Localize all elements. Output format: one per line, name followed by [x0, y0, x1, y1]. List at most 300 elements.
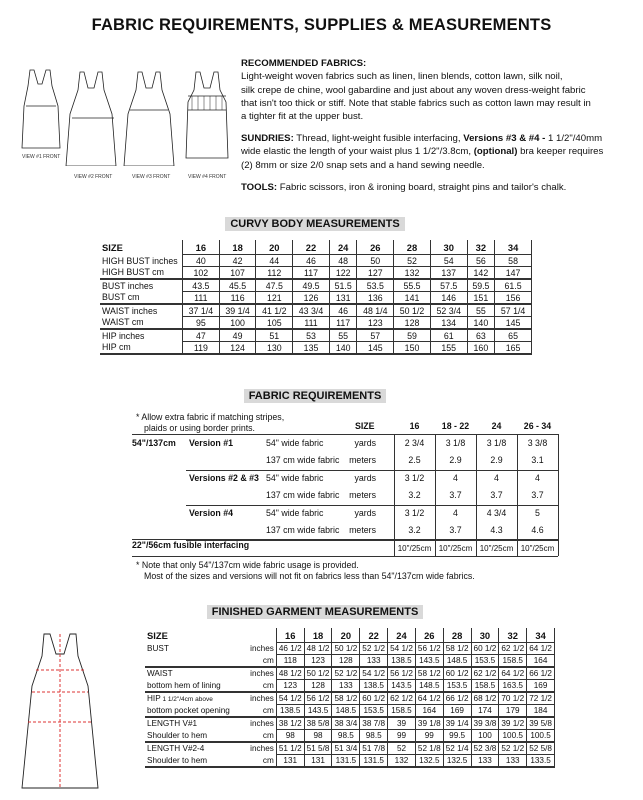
- size-header: 16: [409, 421, 420, 431]
- sundries-text: (2) 8mm or size 2/0 snap sets and a hand sewing needle.: [241, 159, 485, 171]
- table-cell: 3.2: [408, 490, 421, 500]
- row-label: LENGTH V#1: [147, 719, 198, 729]
- table-cell: 59.5: [467, 279, 495, 292]
- table-cell: 151: [467, 292, 495, 305]
- table-row: [100, 255, 532, 267]
- table-cell: 131: [329, 292, 357, 305]
- table-cell: 131.5: [332, 755, 360, 768]
- table-cell: 51 3/4: [332, 742, 360, 755]
- table-row: [145, 655, 555, 668]
- table-cell: 148.5: [415, 680, 443, 693]
- table-cell: 100: [471, 730, 499, 743]
- table-cell: 48 1/2: [276, 667, 304, 680]
- unit-label: meters: [349, 525, 376, 535]
- fabric-type: 137 cm wide fabric: [266, 525, 340, 535]
- recommended-heading: RECOMMENDED FABRICS:: [241, 58, 367, 69]
- sundries-text: bra keeper requires: [520, 146, 604, 158]
- table-cell: 160: [467, 342, 495, 355]
- table-cell: 51 1/2: [276, 742, 304, 755]
- table-cell: 56 1/2: [415, 643, 443, 655]
- fabric-type: 54" wide fabric: [266, 473, 324, 483]
- table-cell: 4: [535, 473, 540, 483]
- table-cell: 123: [357, 317, 394, 330]
- table-row: [100, 304, 532, 317]
- divider: [132, 539, 558, 540]
- table-row: [145, 667, 555, 680]
- divider: [132, 556, 558, 557]
- recommended-line: a tighter fit at the upper bust.: [241, 111, 364, 123]
- fabric-note-bottom: * Note that only 54"/137cm wide fabric usage is provided. Most of the sizes and versions will not fit on fabrics less than 54"/137cm wide fabrics.: [136, 560, 475, 581]
- table-cell: 5: [535, 508, 540, 518]
- table-cell: 52 1/2: [360, 643, 388, 655]
- size-label: SIZE: [355, 421, 375, 431]
- sundries-block: [241, 132, 633, 172]
- table-cell: 116: [219, 292, 256, 305]
- table-cell: 50 1/2: [332, 643, 360, 655]
- table-cell: 38 5/8: [304, 717, 332, 730]
- unit-label: cm: [232, 680, 277, 693]
- size-header: 22: [360, 628, 388, 643]
- unit-label: cm: [232, 730, 277, 743]
- table-cell: 51 5/8: [304, 742, 332, 755]
- table-cell: 58 1/2: [415, 667, 443, 680]
- size-header: 34: [495, 240, 532, 255]
- table-cell: 39 1/2: [499, 717, 527, 730]
- table-cell: 39: [388, 717, 416, 730]
- divider: [132, 434, 558, 435]
- table-cell: 10"/25cm: [438, 544, 473, 553]
- table-cell: 60 1/2: [360, 692, 388, 705]
- row-label: LENGTH V#2-4: [147, 744, 205, 754]
- table-cell: 138.5: [360, 680, 388, 693]
- fabric-type: 54" wide fabric: [266, 438, 324, 448]
- table-cell: 131.5: [360, 755, 388, 768]
- table-cell: 43 3/4: [293, 304, 330, 317]
- table-cell: 164: [415, 705, 443, 718]
- table-cell: 39 1/4: [443, 717, 471, 730]
- row-label: bottom pocket opening: [145, 705, 232, 718]
- interfacing-label: 22"/56cm fusible interfacing: [132, 540, 250, 550]
- table-cell: 55: [467, 304, 495, 317]
- table-cell: 58 1/2: [332, 692, 360, 705]
- table-row: [145, 705, 555, 718]
- table-cell: 111: [293, 317, 330, 330]
- table-cell: 37 1/4: [183, 304, 220, 317]
- table-cell: 68 1/2: [471, 692, 499, 705]
- divider: [435, 434, 436, 556]
- table-cell: 46: [329, 304, 357, 317]
- table-cell: 128: [332, 655, 360, 668]
- table-cell: 57.5: [430, 279, 467, 292]
- table-cell: 123: [304, 655, 332, 668]
- row-label: HIGH BUST inches: [100, 255, 183, 267]
- size-header: 18: [304, 628, 332, 643]
- table-row: [100, 279, 532, 292]
- table-cell: 52 5/8: [527, 742, 555, 755]
- table-cell: 111: [183, 292, 220, 305]
- divider: [186, 505, 558, 506]
- table-cell: 52: [394, 255, 431, 267]
- recommended-line: that isn't too thick or stiff. Note that stable fabrics such as cotton lawn may result in: [241, 97, 591, 109]
- table-cell: 60 1/2: [443, 667, 471, 680]
- table-cell: 132: [388, 755, 416, 768]
- table-cell: 153.5: [471, 655, 499, 668]
- sundries-heading: SUNDRIES:: [241, 133, 294, 144]
- row-label: BUST cm: [100, 292, 183, 305]
- sketch-label-3: VIEW #3 FRONT: [132, 174, 171, 180]
- table-cell: 2 3/4: [404, 438, 425, 448]
- table-cell: 62 1/2: [388, 692, 416, 705]
- table-cell: 131: [276, 755, 304, 768]
- table-cell: 4 3/4: [486, 508, 507, 518]
- table-cell: 155: [430, 342, 467, 355]
- table-cell: 52 3/4: [430, 304, 467, 317]
- row-label: BUST: [147, 644, 169, 653]
- sundries-optional: (optional): [473, 146, 518, 158]
- table-cell: 65: [495, 329, 532, 342]
- table-cell: 135: [293, 342, 330, 355]
- table-cell: 61: [430, 329, 467, 342]
- unit-label: yards: [354, 473, 376, 483]
- sundries-versions: Versions #3 & #4 -: [463, 133, 546, 144]
- size-header: 16: [276, 628, 304, 643]
- table-row: [100, 317, 532, 330]
- size-header: 18: [219, 240, 256, 255]
- table-cell: 2.9: [449, 455, 462, 465]
- table-cell: 54 1/2: [388, 643, 416, 655]
- table-cell: 10"/25cm: [397, 544, 432, 553]
- table-cell: 2.5: [408, 455, 421, 465]
- table-cell: 156: [495, 292, 532, 305]
- table-cell: 121: [256, 292, 293, 305]
- size-header: 30: [430, 240, 467, 255]
- unit-label: yards: [354, 508, 376, 518]
- table-cell: 39 3/8: [471, 717, 499, 730]
- size-label: SIZE: [100, 240, 183, 255]
- table-cell: 52: [388, 742, 416, 755]
- table-cell: 3.7: [531, 490, 544, 500]
- table-cell: 50 1/2: [304, 667, 332, 680]
- table-cell: 3.7: [490, 490, 503, 500]
- tools-block: [241, 181, 633, 194]
- table-cell: 64 1/2: [415, 692, 443, 705]
- table-cell: 124: [219, 342, 256, 355]
- table-row: [145, 730, 555, 743]
- table-cell: 10"/25cm: [520, 544, 555, 553]
- table-cell: 112: [256, 267, 293, 280]
- table-cell: 61.5: [495, 279, 532, 292]
- table-cell: 145: [357, 342, 394, 355]
- table-cell: 52 1/2: [332, 667, 360, 680]
- table-cell: 143.5: [388, 680, 416, 693]
- table-cell: 57 1/4: [495, 304, 532, 317]
- table-cell: 95: [183, 317, 220, 330]
- size-header: 26: [415, 628, 443, 643]
- body-measurements-table: [100, 240, 532, 355]
- table-cell: 133: [471, 755, 499, 768]
- unit-label: inches: [232, 643, 277, 655]
- table-cell: 3.1: [531, 455, 544, 465]
- unit-label: meters: [349, 455, 376, 465]
- table-cell: 127: [357, 267, 394, 280]
- table-cell: 38 7/8: [360, 717, 388, 730]
- table-cell: 123: [276, 680, 304, 693]
- table-cell: 46: [293, 255, 330, 267]
- table-cell: 99.5: [443, 730, 471, 743]
- table-cell: 52 1/2: [499, 742, 527, 755]
- table-cell: 43.5: [183, 279, 220, 292]
- size-header: 28: [394, 240, 431, 255]
- table-cell: 158.5: [471, 680, 499, 693]
- size-header: 26: [357, 240, 394, 255]
- table-cell: 98: [304, 730, 332, 743]
- table-row: [145, 717, 555, 730]
- fabric-note-top: * Allow extra fabric if matching stripes, plaids or using border prints.: [136, 412, 285, 433]
- table-cell: 147: [495, 267, 532, 280]
- table-cell: 54 1/2: [276, 692, 304, 705]
- version-label: Version #4: [189, 508, 234, 518]
- table-cell: 3.7: [449, 490, 462, 500]
- table-cell: 4.6: [531, 525, 544, 535]
- table-cell: 51 7/8: [360, 742, 388, 755]
- table-cell: 45.5: [219, 279, 256, 292]
- table-cell: 39 5/8: [527, 717, 555, 730]
- table-cell: 119: [183, 342, 220, 355]
- tools-text: Fabric scissors, iron & ironing board, straight pins and tailor's chalk.: [279, 182, 567, 193]
- unit-label: cm: [232, 655, 277, 668]
- table-cell: 98.5: [360, 730, 388, 743]
- table-cell: 66 1/2: [527, 667, 555, 680]
- table-cell: 56 1/2: [304, 692, 332, 705]
- table-cell: 117: [293, 267, 330, 280]
- table-cell: 70 1/2: [499, 692, 527, 705]
- unit-label: inches: [232, 742, 277, 755]
- unit-label: inches: [232, 692, 277, 705]
- table-cell: 4.3: [490, 525, 503, 535]
- fabric-requirements-heading: FABRIC REQUIREMENTS: [100, 390, 530, 402]
- table-cell: 99: [388, 730, 416, 743]
- table-cell: 150: [394, 342, 431, 355]
- size-header: 28: [443, 628, 471, 643]
- table-cell: 100: [219, 317, 256, 330]
- table-cell: 49.5: [293, 279, 330, 292]
- table-cell: 137: [430, 267, 467, 280]
- table-cell: 2.9: [490, 455, 503, 465]
- sundries-text: Thread, light-weight fusible interfacing,: [296, 133, 461, 144]
- table-cell: 140: [329, 342, 357, 355]
- row-label: HIGH BUST cm: [100, 267, 183, 280]
- recommended-line: Light-weight woven fabrics such as linen, linen blends, cotton lawn, silk noil,: [241, 71, 563, 83]
- table-cell: 142: [467, 267, 495, 280]
- size-header: 16: [183, 240, 220, 255]
- table-cell: 133: [360, 655, 388, 668]
- table-cell: 153.5: [443, 680, 471, 693]
- table-cell: 50: [357, 255, 394, 267]
- table-cell: 118: [276, 655, 304, 668]
- table-cell: 148.5: [443, 655, 471, 668]
- unit-label: inches: [232, 667, 277, 680]
- table-cell: 48 1/2: [304, 643, 332, 655]
- table-cell: 3 1/8: [486, 438, 507, 448]
- row-label: HIP inches: [100, 329, 183, 342]
- table-cell: 10"/25cm: [479, 544, 514, 553]
- size-header-row: [100, 240, 532, 255]
- fabric-type: 137 cm wide fabric: [266, 490, 340, 500]
- table-cell: 158.5: [499, 655, 527, 668]
- table-cell: 48 1/4: [357, 304, 394, 317]
- size-header: 22: [293, 240, 330, 255]
- table-cell: 98.5: [332, 730, 360, 743]
- table-cell: 58 1/2: [443, 643, 471, 655]
- garment-sketches: [8, 66, 240, 166]
- table-cell: 47: [183, 329, 220, 342]
- table-cell: 52 3/8: [471, 742, 499, 755]
- size-header: 34: [527, 628, 555, 643]
- table-cell: 48: [329, 255, 357, 267]
- table-cell: 184: [527, 705, 555, 718]
- table-cell: 47.5: [256, 279, 293, 292]
- version-label: Versions #2 & #3: [189, 473, 259, 483]
- table-cell: 143.5: [415, 655, 443, 668]
- table-cell: 51: [256, 329, 293, 342]
- size-header: 26 - 34: [523, 421, 552, 431]
- table-cell: 63: [467, 329, 495, 342]
- table-cell: 64 1/2: [527, 643, 555, 655]
- table-row: [145, 680, 555, 693]
- table-cell: 98: [276, 730, 304, 743]
- version-label: Version #1: [189, 438, 234, 448]
- table-cell: 153.5: [360, 705, 388, 718]
- finished-heading: FINISHED GARMENT MEASUREMENTS: [100, 606, 530, 618]
- table-row: [145, 755, 555, 768]
- table-cell: 133: [332, 680, 360, 693]
- row-label: HIP cm: [100, 342, 183, 355]
- finished-dress-sketch: [14, 630, 106, 792]
- table-cell: 117: [329, 317, 357, 330]
- divider: [394, 434, 395, 556]
- row-label: Shoulder to hem: [145, 730, 232, 743]
- row-label: [145, 655, 232, 668]
- table-cell: 133: [499, 755, 527, 768]
- table-row: [100, 267, 532, 280]
- finished-measurements-table: [145, 628, 555, 768]
- table-cell: 130: [256, 342, 293, 355]
- table-cell: 128: [394, 317, 431, 330]
- table-cell: 40: [183, 255, 220, 267]
- row-label: WAIST cm: [100, 317, 183, 330]
- sketch-label-4: VIEW #4 FRONT: [188, 174, 227, 180]
- table-cell: 51.5: [329, 279, 357, 292]
- unit-label: yards: [354, 438, 376, 448]
- size-label: SIZE: [145, 628, 276, 643]
- table-cell: 105: [256, 317, 293, 330]
- row-label: Shoulder to hem: [145, 755, 232, 768]
- table-cell: 126: [293, 292, 330, 305]
- table-cell: 169: [443, 705, 471, 718]
- size-header: 24: [329, 240, 357, 255]
- table-cell: 66 1/2: [443, 692, 471, 705]
- table-cell: 138.5: [276, 705, 304, 718]
- table-cell: 158.5: [388, 705, 416, 718]
- table-cell: 56: [467, 255, 495, 267]
- table-cell: 169: [527, 680, 555, 693]
- table-row: [145, 692, 555, 705]
- table-cell: 146: [430, 292, 467, 305]
- page-title: FABRIC REQUIREMENTS, SUPPLIES & MEASUREMENTS: [91, 16, 552, 34]
- recommended-line: silk crepe de chine, wool gabardine and just about any woven dress-weight fabric: [241, 84, 586, 96]
- table-row: [100, 329, 532, 342]
- table-cell: 132.5: [443, 755, 471, 768]
- unit-label: cm: [232, 755, 277, 768]
- size-header: 20: [332, 628, 360, 643]
- size-header: 18 - 22: [441, 421, 470, 431]
- table-cell: 3 3/8: [527, 438, 548, 448]
- table-cell: 42: [219, 255, 256, 267]
- table-cell: 41 1/2: [256, 304, 293, 317]
- table-cell: 107: [219, 267, 256, 280]
- table-cell: 3 1/2: [404, 473, 425, 483]
- table-cell: 59: [394, 329, 431, 342]
- unit-label: meters: [349, 490, 376, 500]
- row-label: WAIST inches: [100, 304, 183, 317]
- table-row: [145, 643, 555, 655]
- table-cell: 52 1/4: [443, 742, 471, 755]
- size-header: 20: [256, 240, 293, 255]
- table-cell: 62 1/2: [471, 667, 499, 680]
- row-label: BUST inches: [100, 279, 183, 292]
- table-cell: 133.5: [527, 755, 555, 768]
- table-row: [145, 742, 555, 755]
- sketch-label-2: VIEW #2 FRONT: [74, 174, 113, 180]
- fabric-width-label: 54"/137cm: [132, 438, 176, 448]
- body-measurements-heading: CURVY BODY MEASUREMENTS: [100, 218, 530, 230]
- row-label: bottom hem of lining: [145, 680, 232, 693]
- table-cell: 99: [415, 730, 443, 743]
- divider: [186, 470, 558, 471]
- table-cell: 49: [219, 329, 256, 342]
- size-header: 32: [467, 240, 495, 255]
- table-cell: 72 1/2: [527, 692, 555, 705]
- table-cell: 3.7: [449, 525, 462, 535]
- size-header: 32: [499, 628, 527, 643]
- table-cell: 140: [467, 317, 495, 330]
- table-cell: 100.5: [527, 730, 555, 743]
- table-cell: 132: [394, 267, 431, 280]
- table-cell: 100.5: [499, 730, 527, 743]
- table-cell: 164: [527, 655, 555, 668]
- table-cell: 148.5: [332, 705, 360, 718]
- table-cell: 145: [495, 317, 532, 330]
- table-cell: 4: [453, 508, 458, 518]
- table-cell: 57: [357, 329, 394, 342]
- table-cell: 163.5: [499, 680, 527, 693]
- table-cell: 55.5: [394, 279, 431, 292]
- table-cell: 44: [256, 255, 293, 267]
- size-header: 24: [388, 628, 416, 643]
- sketch-label-1: VIEW #1 FRONT: [22, 154, 61, 160]
- row-label-extra: 1 1/2"/4cm above: [160, 696, 213, 704]
- row-label: WAIST: [147, 669, 173, 679]
- table-cell: 141: [394, 292, 431, 305]
- table-cell: 4: [453, 473, 458, 483]
- table-cell: 39 1/4: [219, 304, 256, 317]
- table-cell: 55: [329, 329, 357, 342]
- table-cell: 179: [499, 705, 527, 718]
- size-header-row: [145, 628, 555, 643]
- table-cell: 62 1/2: [499, 643, 527, 655]
- recommended-fabrics-block: [241, 57, 633, 123]
- table-cell: 39 1/8: [415, 717, 443, 730]
